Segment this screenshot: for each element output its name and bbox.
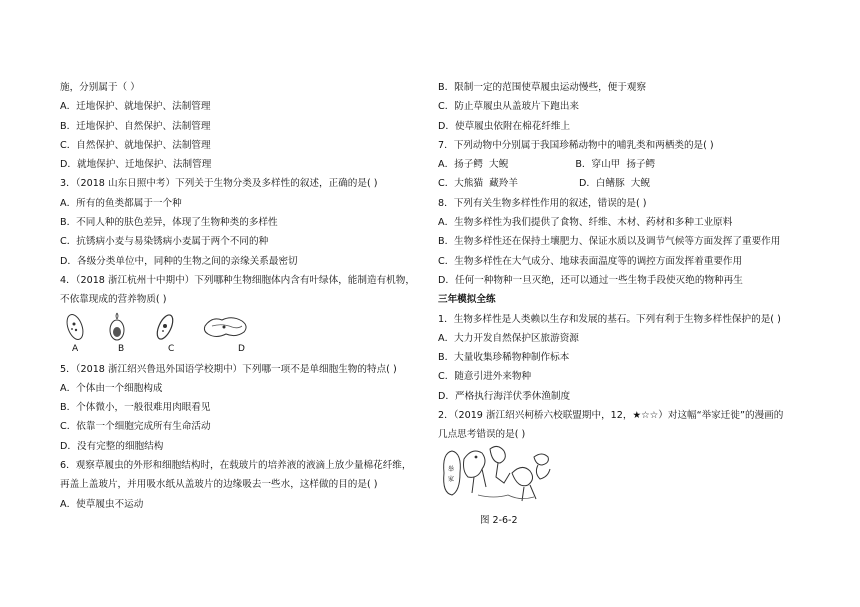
question-line: 7．下列动物中分别属于我国珍稀动物中的哺乳类和两栖类的是( )	[438, 139, 714, 151]
option-line: B．不同人种的肤色差异，体现了生物种类的多样性	[60, 217, 278, 229]
option-line: C．随意引进外来物种	[438, 371, 532, 383]
cartoon-figure	[438, 443, 556, 507]
option-line: D．使草履虫依附在棉花纤维上	[438, 120, 571, 132]
option-line: C．生物多样性在大气成分、地球表面温度等的调控方面发挥着重要作用	[438, 255, 743, 267]
option-line: A．生物多样性为我们提供了食物、纤维、木材、药材和多种工业原料	[438, 217, 733, 229]
svg-text:举: 举	[448, 466, 455, 473]
option-line: C．自然保护、就地保护、法制管理	[60, 139, 211, 151]
option-line: B．限制一定的范围使草履虫运动慢些，便于观察	[438, 82, 647, 93]
option-line: B．大量收集珍稀物种制作标本	[438, 352, 570, 364]
question-line: 再盖上盖玻片，并用吸水纸从盖玻片的边缘吸去一些水，这样做的目的是( )	[60, 479, 378, 491]
right-column	[438, 78, 818, 445]
question-line: 1．生物多样性是人类赖以生存和发展的基石。下列有利于生物多样性保护的是( )	[438, 313, 781, 325]
option-line: A．所有的鱼类都属于一个种	[60, 197, 182, 209]
option-line: D．就地保护、迁地保护、法制管理	[60, 159, 212, 171]
organism-a-image	[64, 312, 86, 342]
option-line: A．扬子鳄 大鲵 B．穿山甲 扬子鳄	[438, 159, 656, 171]
option-line: A．迁地保护、就地保护、法制管理	[60, 101, 211, 113]
option-line: C．依靠一个细胞完成所有生命活动	[60, 421, 211, 433]
organism-c-image	[154, 312, 176, 342]
question-line: 不依靠现成的营养物质( )	[60, 294, 167, 306]
section-title: 三年模拟全练	[438, 294, 496, 306]
left-column	[60, 78, 420, 514]
image-label: C	[168, 343, 175, 354]
option-line: C．防止草履虫从盖玻片下跑出来	[438, 101, 580, 113]
question-line: 6．观察草履虫的外形和细胞结构时，在载玻片的培养液的液滴上放少量棉花纤维，	[60, 460, 412, 472]
option-line: A．大力开发自然保护区旅游资源	[438, 332, 579, 344]
option-line: D．严格执行海洋伏季休渔制度	[438, 390, 571, 402]
option-line: B．迁地保护、自然保护、法制管理	[60, 120, 211, 132]
organism-images	[60, 312, 420, 344]
text-line: 施，分别属于（ ）	[60, 82, 140, 93]
question-line: 3．（2018 山东日照中考）下列关于生物分类及多样性的叙述，正确的是( )	[60, 178, 378, 190]
question-line: 几点思考错误的是( )	[438, 429, 526, 441]
option-line: D．各级分类单位中，同种的生物之间的亲缘关系最密切	[60, 255, 298, 267]
figure-caption: 图 2-6-2	[480, 515, 518, 526]
organism-d-image	[202, 314, 250, 340]
question-line: 8．下列有关生物多样性作用的叙述，错误的是( )	[438, 197, 647, 209]
option-line: B．生物多样性还在保持土壤肥力、保证水质以及调节气候等方面发挥了重要作用	[438, 236, 781, 248]
question-line: 4．（2018 浙江杭州十中期中）下列哪种生物细胞体内含有叶绿体，能制造有机物，	[60, 274, 415, 286]
organism-b-image	[106, 312, 128, 344]
image-label: D	[238, 343, 245, 354]
image-label: A	[72, 343, 79, 354]
question-line: 2．（2019 浙江绍兴柯桥六校联盟期中，12，★☆☆）对这幅“举家迁徙”的漫画的	[438, 410, 784, 422]
option-line: D．没有完整的细胞结构	[60, 440, 164, 452]
image-labels	[60, 344, 420, 360]
option-line: D．任何一种物种一旦灭绝，还可以通过一些生物手段使灭绝的物种再生	[438, 274, 743, 286]
image-label: B	[118, 343, 125, 354]
svg-text:家: 家	[448, 476, 455, 483]
option-line: A．使草履虫不运动	[60, 498, 144, 510]
option-line: C．抗锈病小麦与易染锈病小麦属于两个不同的种	[60, 236, 269, 248]
option-line: A．个体由一个细胞构成	[60, 382, 163, 394]
option-line: C．大熊猫 藏羚羊 D．白鳍豚 大鲵	[438, 178, 650, 190]
option-line: B．个体微小，一般很难用肉眼看见	[60, 402, 211, 414]
question-line: 5．（2018 浙江绍兴鲁迅外国语学校期中）下列哪一项不是单细胞生物的特点( )	[60, 363, 397, 375]
